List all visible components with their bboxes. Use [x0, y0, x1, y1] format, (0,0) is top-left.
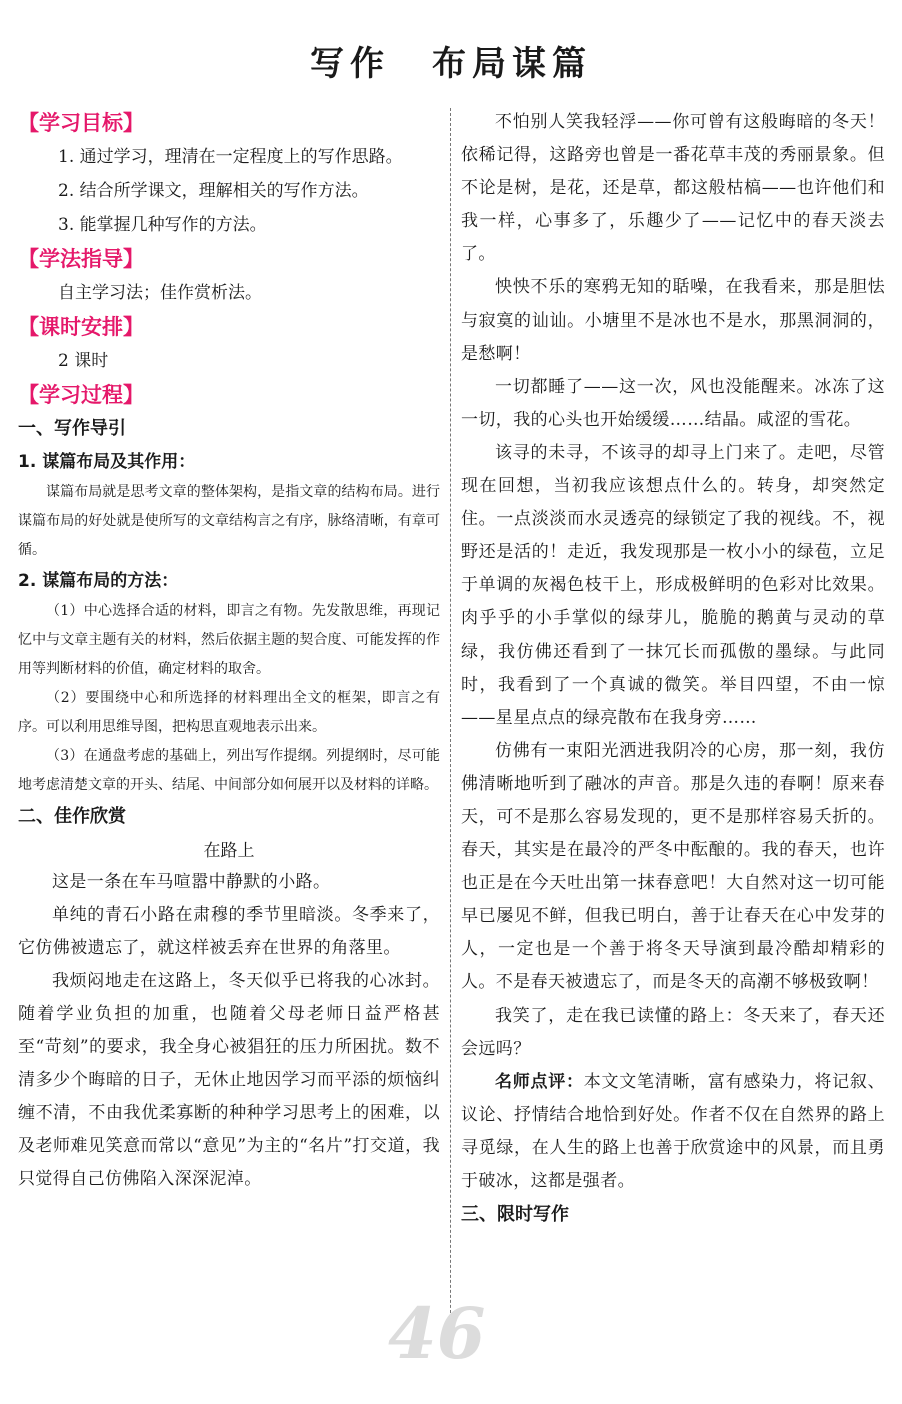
essay-paragraph: 不怕别人笑我轻浮——你可曾有这般晦暗的冬天！依稀记得，这路旁也曾是一番花草丰茂的秀丽景象。但不论是树，是花，还是草，都这般枯槁——也许他们和我一样，心事多了，乐趣少了——记忆中的春天淡去了。: [461, 112, 885, 265]
schedule-text: 2 课时: [58, 351, 109, 371]
essay-paragraph: 一切都睡了——这一次，风也没能醒来。冰冻了这一切，我的心头也开始缓缓……结晶。咸涩的雪花。: [461, 376, 885, 430]
methods-text: 自主学习法；佳作赏析法。: [58, 283, 262, 303]
page-title: [0, 36, 902, 85]
title-part2: 布局谋篇: [432, 44, 592, 84]
goal-item: 1. 通过学习，理清在一定程度上的写作思路。: [58, 147, 403, 167]
essay-paragraph: 该寻的未寻，不该寻的却寻上门来了。走吧，尽管现在回想，当初我应该想点什么的。转身，却突然定住。一点淡淡而水灵透亮的绿锁定了我的视线。不，视野还是活的！走近，我发现那是一枚小小的绿苞，立足于单调的灰褐色枝干上，形成极鲜明的色彩对比效果。肉乎乎的小手掌似的绿芽儿，脆脆的鹅黄与灵动的草绿，我仿佛还看到了一抹冗长而孤傲的墨绿。与此同时，我看到了一个真诚的微笑。举目四望，不由一惊——星星点点的绿亮散布在我身旁……: [461, 442, 885, 728]
essay-paragraph: 单纯的青石小路在肃穆的季节里暗淡。冬季来了，它仿佛被遗忘了，就这样被丢弃在世界的角落里。: [18, 905, 440, 958]
appreciation-heading: 二、佳作欣赏: [18, 806, 126, 827]
essay-paragraph: 这是一条在车马喧嚣中静默的小路。: [52, 872, 331, 892]
goals-label: 【学习目标】: [18, 111, 144, 135]
essay-paragraph: 我烦闷地走在这路上，冬天似乎已将我的心冰封。随着学业负担的加重，也随着父母老师日益严格甚至“苛刻”的要求，我全身心被猖狂的压力所困扰。数不清多少个晦暗的日子，无休止地因学习而平添的烦恼纠缠不清，不由我优柔寡断的种种学习思考上的困难，以及老师难见笑意而常以“意见”为主的“名片”打交道，我只觉得自己仿佛陷入深深泥淖。: [18, 971, 440, 1189]
methods-label: 【学法指导】: [18, 247, 144, 271]
timed-heading: 三、限时写作: [461, 1204, 569, 1226]
page-number: 46: [388, 1292, 486, 1375]
process-label: 【学习过程】: [18, 383, 144, 407]
goal-item: 3. 能掌握几种写作的方法。: [58, 215, 267, 235]
essay-paragraph: 我笑了，走在我已读懂的路上：冬天来了，春天还会远吗？: [461, 1005, 885, 1059]
comment-text: 本文文笔清晰，富有感染力，将记叙、议论、抒情结合地恰到好处。作者不仅在自然界的路上寻觅绿，在人生的路上也善于欣赏途中的风景，而且勇于破冰，这都是强者。: [461, 1071, 885, 1191]
right-column: [461, 106, 885, 1232]
method-3: （3）在通盘考虑的基础上，列出写作提纲。列提纲时，尽可能地考虑清楚文章的开头、结尾、中间部分如何展开以及材料的详略。: [18, 748, 440, 793]
method-2: （2）要围绕中心和所选择的材料理出全文的框架，即言之有序。可以利用思维导图，把构思直观地表示出来。: [18, 690, 440, 735]
guide-heading: 一、写作导引: [18, 418, 126, 439]
goal-item: 2. 结合所学课文，理解相关的写作方法。: [58, 181, 369, 201]
title-part1: 写作: [310, 44, 390, 84]
guide-sub1-text: 谋篇布局就是思考文章的整体架构，是指文章的结构布局。进行谋篇布局的好处就是使所写的文章结构言之有序，脉络清晰，有章可循。: [18, 484, 440, 558]
left-column: [18, 106, 440, 1196]
essay-title: 在路上: [203, 841, 255, 861]
essay-paragraph: 怏怏不乐的寒鸦无知的聒噪，在我看来，那是胆怯与寂寞的讪讪。小塘里不是冰也不是水，那黑洞洞的，是愁啊！: [461, 277, 885, 364]
method-1: （1）中心选择合适的材料，即言之有物。先发散思维，再现记忆中与文章主题有关的材料，然后依据主题的契合度、可能发挥的作用等判断材料的价值，确定材料的取舍。: [18, 603, 440, 677]
guide-sub2: 2. 谋篇布局的方法：: [18, 571, 179, 591]
schedule-label: 【课时安排】: [18, 315, 144, 339]
guide-sub1: 1. 谋篇布局及其作用：: [18, 452, 196, 472]
column-divider: [450, 108, 451, 1348]
essay-paragraph: 仿佛有一束阳光洒进我阴冷的心房，那一刻，我仿佛清晰地听到了融冰的声音。那是久违的春啊！原来春天，可不是那么容易发现的，更不是那样容易夭折的。春天，其实是在最冷的严冬中酝酿的。我的春天，也许也正是在今天吐出第一抹春意吧！大自然对这一切可能早已屡见不鲜，但我已明白，善于让春天在心中发芽的人，一定也是一个善于将冬天导演到最冷酷却精彩的人。不是春天被遗忘了，而是冬天的高潮不够极致啊！: [461, 740, 885, 993]
teacher-comment: [461, 1066, 885, 1198]
comment-label: 名师点评：: [495, 1071, 584, 1092]
